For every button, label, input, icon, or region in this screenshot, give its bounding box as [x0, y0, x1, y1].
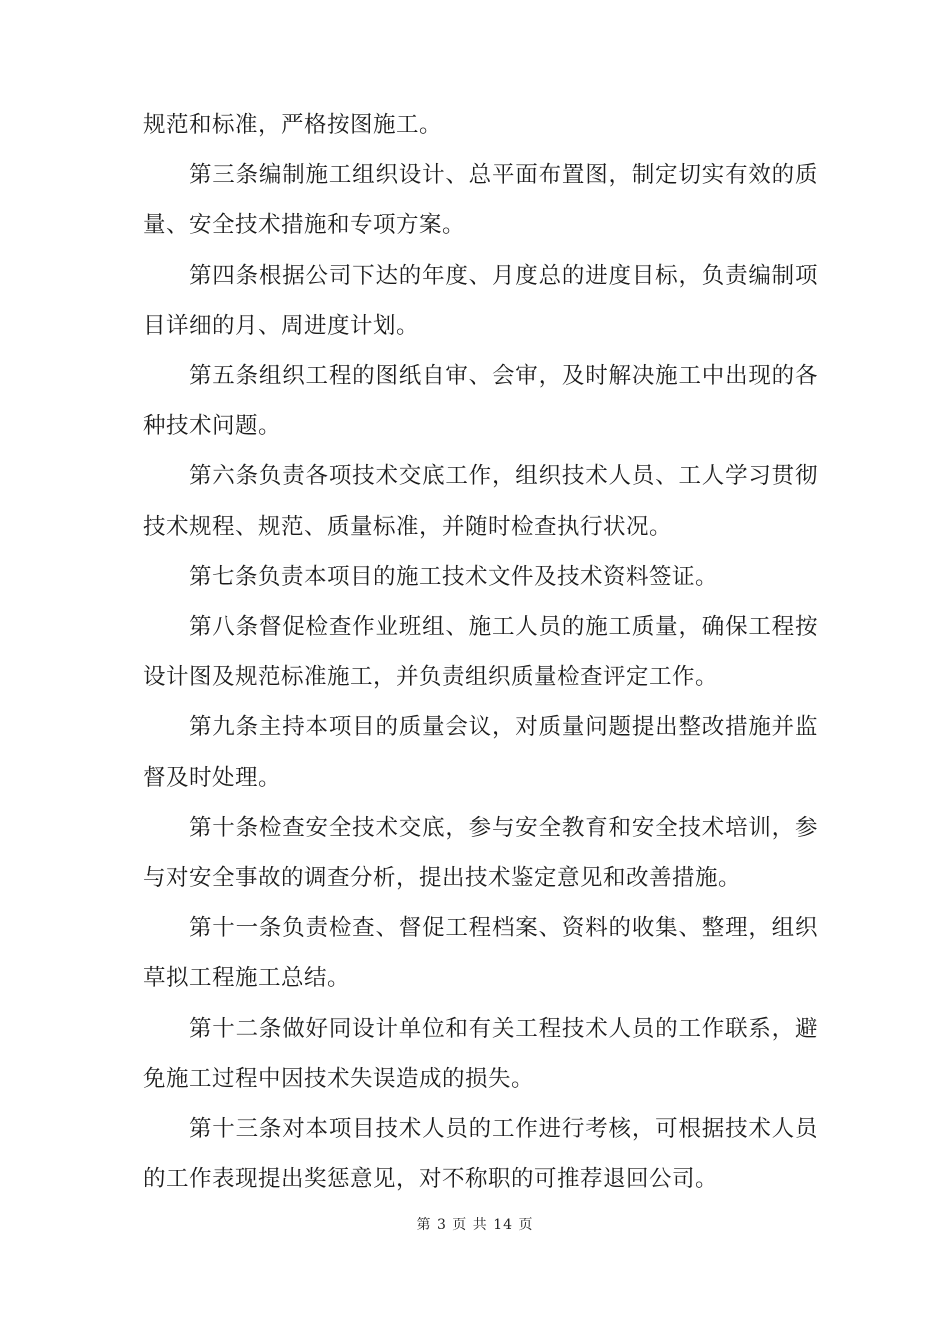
- paragraph-article-6: 第六条负责各项技术交底工作，组织技术人员、工人学习贯彻技术规程、规范、质量标准，并随时检查执行状况。: [143, 463, 818, 540]
- paragraph-article-7: 第七条负责本项目的施工技术文件及技术资料签证。: [189, 563, 719, 590]
- paragraph-article-11: 第十一条负责检查、督促工程档案、资料的收集、整理，组织草拟工程施工总结。: [143, 915, 818, 992]
- paragraph-continuation: 规范和标准，严格按图施工。: [143, 112, 443, 138]
- document-body: [143, 100, 818, 1204]
- paragraph-article-4: 第四条根据公司下达的年度、月度总的进度目标，负责编制项目详细的月、周进度计划。: [143, 262, 818, 339]
- paragraph-article-8: 第八条督促检查作业班组、施工人员的施工质量，确保工程按设计图及规范标准施工，并负责组织质量检查评定工作。: [143, 614, 818, 691]
- paragraph-article-13: 第十三条对本项目技术人员的工作进行考核，可根据技术人员的工作表现提出奖惩意见，对不称职的可推荐退回公司。: [143, 1116, 818, 1193]
- paragraph-article-10: 第十条检查安全技术交底，参与安全教育和安全技术培训，参与对安全事故的调查分析，提出技术鉴定意见和改善措施。: [143, 814, 818, 892]
- paragraph-article-12: 第十二条做好同设计单位和有关工程技术人员的工作联系，避免施工过程中因技术失误造成的损失。: [143, 1015, 818, 1092]
- page-number-footer: 第 3 页 共 14 页: [416, 1217, 534, 1233]
- paragraph-article-3: 第三条编制施工组织设计、总平面布置图，制定切实有效的质量、安全技术措施和专项方案。: [143, 162, 818, 239]
- paragraph-article-5: 第五条组织工程的图纸自审、会审，及时解决施工中出现的各种技术问题。: [143, 363, 818, 440]
- paragraph-article-9: 第九条主持本项目的质量会议，对质量问题提出整改措施并监督及时处理。: [143, 714, 818, 791]
